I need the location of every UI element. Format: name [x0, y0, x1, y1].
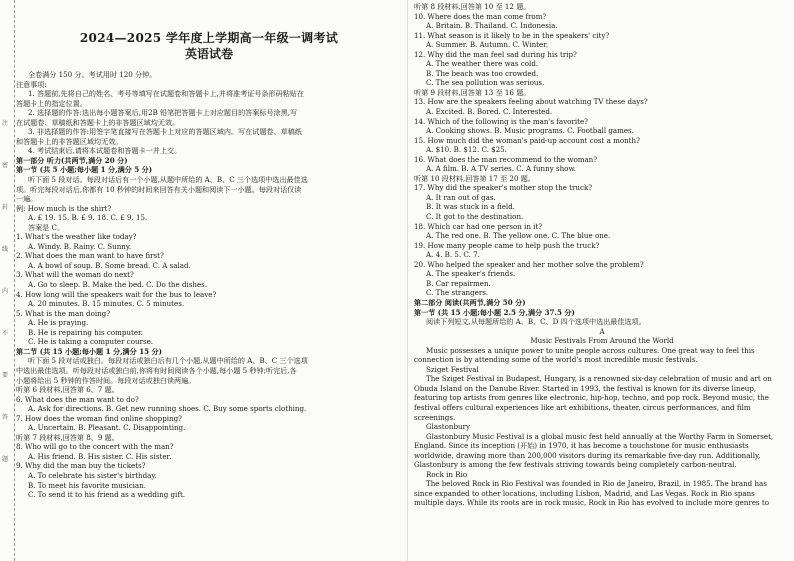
- text-line: A. Britain. B. Thailand. C. Indonesia.: [426, 21, 558, 31]
- left-column: [16, 0, 402, 500]
- text-line: 12. Why did the man feel sad during his trip?: [414, 49, 577, 59]
- text-line: England. Since its inception (开始) in 1970, it has become a touchstone for music enthusiasts: [414, 441, 749, 451]
- text-line: C. He is taking a computer course.: [28, 337, 154, 347]
- margin-mark: 题: [2, 456, 9, 463]
- text-line: A. The weather there was cold.: [426, 59, 539, 69]
- text-line: A. Ask for directions. B. Get new running shoes. C. Buy some sports clothing.: [28, 404, 307, 414]
- text-line: 第一节 (共 15 小题;每小题 2.5 分,满分 37.5 分): [414, 307, 575, 317]
- text-line: 2. What does the man want to have first?: [16, 251, 164, 261]
- text-line: A. It ran out of gas.: [426, 192, 496, 202]
- text-line: 5. What is the man doing?: [16, 308, 111, 318]
- text-line: Music possesses a unique power to unite people across cultures. One great way to feel this: [426, 345, 755, 355]
- text-line: 6. What does the man want to do?: [16, 394, 139, 404]
- text-line: 8. Who will go to the concert with the man?: [16, 442, 174, 452]
- text-line: C. The strangers.: [426, 288, 489, 298]
- text-line: C. To send it to his friend as a wedding gift.: [28, 490, 186, 500]
- text-line: B. It was stuck in a field.: [426, 202, 515, 212]
- text-line: 在试题卷、草稿纸和答题卡上的非答题区域均无效。: [16, 117, 180, 127]
- text-line: A. £ 19. 15. B. £ 9. 18. C. £ 9. 15.: [28, 213, 148, 223]
- text-line: Rock in Rio: [426, 469, 468, 479]
- text-line: C. It got to the destination.: [426, 212, 524, 222]
- text-line: 第二节 (共 15 小题;每小题 1 分,满分 15 分): [16, 346, 162, 356]
- text-line: B. Car repairmen.: [426, 278, 491, 288]
- text-line: A. Excited. B. Bored. C. Interested.: [426, 107, 553, 117]
- text-line: 项。听完每段对话后,你都有 10 秒钟的时间来回答有关小题和阅读下一小题。每段对话仅读: [16, 184, 302, 194]
- text-line: 答题卡上的指定位置。: [16, 98, 87, 108]
- margin-mark: 要: [2, 372, 9, 379]
- text-line: since expanded to other locations, including Lisbon, Madrid, and Las Vegas. Rock in Rio spans: [414, 488, 755, 498]
- exam-subject: 英语试卷: [184, 47, 233, 61]
- margin-mark: 线: [2, 246, 9, 253]
- text-line: 注意事项:: [16, 79, 47, 89]
- text-line: 阅读下列短文,从每题所给的 A、B、C、D 四个选项中选出最佳选项。: [426, 317, 646, 327]
- text-line: A. Summer. B. Autumn. C. Winter.: [426, 40, 549, 50]
- text-line: 9. Why did the man buy the tickets?: [16, 461, 146, 471]
- text-line: 11. What season is it likely to be in the speakers' city?: [414, 30, 610, 40]
- text-line: A. A bowl of soup. B. Some bread. C. A salad.: [28, 260, 191, 270]
- column-divider: [407, 0, 408, 561]
- text-line: 全卷满分 150 分。考试用时 120 分钟。: [28, 70, 157, 79]
- text-line: 第二部分 阅读(共两节,满分 50 分): [414, 297, 526, 307]
- text-line: A. He is praying.: [28, 318, 89, 328]
- margin-mark: 不: [2, 330, 9, 337]
- right-column: [414, 0, 790, 508]
- text-line: 10. Where does the man come from?: [414, 11, 547, 21]
- text-line: 14. Which of the following is the man's favorite?: [414, 116, 588, 126]
- text-line: A. His friend. B. His sister. C. His sister.: [28, 451, 172, 461]
- margin-mark: 密: [2, 162, 9, 169]
- text-line: A. A film. B. A TV series. C. A funny show.: [426, 164, 576, 174]
- text-line: 4. How long will the speakers wait for the bus to leave?: [16, 289, 217, 299]
- text-line: Music Festivals From Around the World: [530, 336, 674, 346]
- text-line: A: [599, 326, 605, 336]
- margin-mark: 内: [2, 288, 9, 295]
- text-line: 4. 考试结束后,请将本试题卷和答题卡一并上交。: [28, 146, 182, 156]
- text-line: The beloved Rock in Rio Festival was founded in Rio de Janeiro, Brazil, in 1985. The brand has: [426, 479, 767, 489]
- text-line: connection is by attending some of the world's most incredible music festivals.: [414, 355, 698, 365]
- text-line: A. Cooking shows. B. Music programs. C. Football games.: [426, 126, 634, 136]
- text-line: 1. What's the weather like today?: [16, 232, 137, 242]
- text-line: 听第 8 段材料,回答第 10 至 12 题。: [414, 2, 531, 11]
- text-line: 听下面 5 段对话。每段对话后有一个小题,从题中所给的 A、B、C 三个选项中选出最佳选: [28, 175, 308, 185]
- binding-margin: [0, 0, 15, 561]
- text-line: B. The beach was too crowded.: [426, 68, 539, 78]
- text-line: Glastonbury: [426, 422, 471, 432]
- text-line: 小题将给出 5 秒钟的作答时间。每段对话或独白读两遍。: [16, 375, 196, 385]
- text-line: A. 4. B. 5. C. 7.: [426, 250, 480, 260]
- right-body: [414, 2, 790, 508]
- text-line: 听下面 5 段对话或独白。每段对话或独白后有几个小题,从题中所给的 A、B、C 三个选项: [28, 356, 308, 366]
- margin-mark: 封: [2, 204, 9, 211]
- text-line: A. Go to sleep. B. Make the bed. C. Do the dishes.: [28, 280, 208, 290]
- text-line: C. The sea pollution was serious.: [426, 78, 545, 88]
- text-line: B. To meet his favorite musician.: [28, 480, 146, 490]
- text-line: 听第 6 段材料,回答第 6、7 题。: [16, 385, 119, 395]
- text-line: 答案是 C。: [28, 222, 65, 232]
- text-line: Glastonbury Music Festival is a global music fest held annually at the Worthy Farm in Somerset,: [426, 431, 774, 441]
- text-line: A. Windy. B. Rainy. C. Sunny.: [28, 241, 132, 251]
- text-line: 和答题卡上的非答题区域均无效。: [16, 136, 123, 146]
- text-line: 16. What does the man recommend to the woman?: [414, 154, 598, 164]
- text-line: worldwide, drawing more than 200,000 visitors during its remarkable five-day run. Additionally,: [414, 450, 761, 460]
- text-line: A. The red one. B. The yellow one. C. The blue one.: [426, 231, 611, 241]
- text-line: 18. Which car had one person in it?: [414, 221, 543, 231]
- text-line: 例: How much is the shirt?: [16, 203, 112, 213]
- left-body: [16, 70, 402, 500]
- margin-mark: 答: [2, 414, 9, 421]
- margin-mark: 注: [2, 120, 9, 127]
- text-line: 中选出最佳选项。听每段对话或独白前,你将有时间阅读各个小题,每小题 5 秒钟;听完后,各: [16, 365, 297, 375]
- text-line: 20. Who helped the speaker and her mother solve the problem?: [414, 259, 644, 269]
- text-line: 听第 10 段材料,回答第 17 至 20 题。: [414, 173, 535, 183]
- text-line: A. 20 minutes. B. 15 minutes. C. 5 minutes.: [28, 299, 185, 309]
- text-line: A. To celebrate his sister's birthday.: [28, 470, 157, 480]
- exam-title: 2024—2025 学年度上学期高一年级一调考试: [79, 31, 339, 45]
- text-line: screenings.: [414, 412, 456, 422]
- text-line: 听第 9 段材料,回答第 13 至 16 题。: [414, 87, 531, 97]
- text-line: multiple days. While its roots are in rock music, Rock in Rio has evolved to include more genres to: [414, 498, 770, 508]
- text-line: 1. 答题前,先将自己的姓名、考号等填写在试题卷和答题卡上,并将准考证号条形码粘贴在: [28, 89, 304, 99]
- text-line: 17. Why did the speaker's mother stop the truck?: [414, 183, 593, 193]
- text-line: 一遍。: [16, 194, 38, 204]
- text-line: Sziget Festival: [426, 364, 479, 374]
- text-line: 听第 7 段材料,回答第 8、9 题。: [16, 432, 119, 442]
- text-line: A. The speaker's friends.: [426, 269, 516, 279]
- text-line: 3. 非选择题的作答:用签字笔直接写在答题卡上对应的答题区域内。写在试题卷、草稿纸: [28, 127, 302, 137]
- text-line: 3. What will the woman do next?: [16, 270, 134, 280]
- text-line: 15. How much did the woman's paid-up account cost a month?: [414, 135, 640, 145]
- text-line: 2. 选择题的作答:选出每小题答案后,用2B 铅笔把答题卡上对应题目的答案标号涂黑,写: [28, 108, 298, 118]
- text-line: Obuda Island on the Danube River. Started in 1993, the festival is known for its diverse lineup,: [414, 383, 757, 393]
- text-line: 7. How does the woman find online shopping?: [16, 413, 182, 423]
- text-line: festival offers cultural experiences like art exhibitions, theater, circus performances, and film: [414, 402, 751, 412]
- text-line: 第一部分 听力(共两节,满分 20 分): [16, 155, 128, 165]
- text-line: B. He is repairing his computer.: [28, 327, 143, 337]
- text-line: A. $10. B. $12. C. $25.: [426, 145, 507, 155]
- text-line: Glastonbury is among the few festivals striving towards being completely carbon-neutral.: [414, 460, 737, 470]
- text-line: A. Uncertain. B. Pleasant. C. Disappointing.: [28, 423, 186, 433]
- text-line: 13. How are the speakers feeling about watching TV these days?: [414, 97, 648, 107]
- text-line: The Sziget Festival in Budapest, Hungary, is a renowned six-day celebration of music and art on: [426, 374, 772, 384]
- text-line: featuring top artists from genres like electronic, hip-hop, techno, and pop rock. Beyond music, the: [414, 393, 769, 403]
- text-line: 19. How many people came to help push the truck?: [414, 240, 600, 250]
- text-line: 第一节 (共 5 小题;每小题 1 分,满分 5 分): [16, 165, 153, 175]
